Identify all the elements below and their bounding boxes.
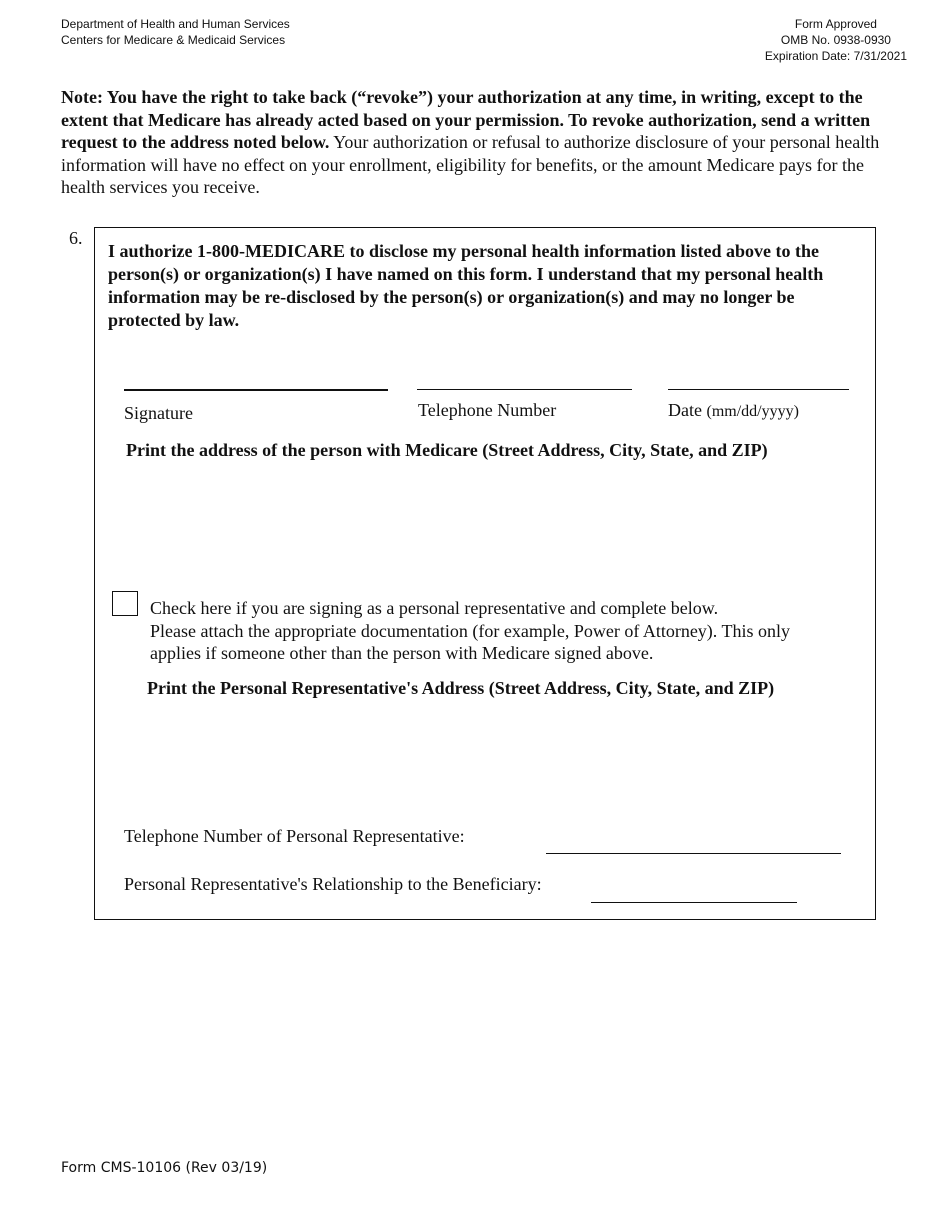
signature-line[interactable] <box>124 389 388 391</box>
telephone-line[interactable] <box>417 389 632 390</box>
omb-header <box>765 16 907 64</box>
beneficiary-address-heading: Print the address of the person with Medicare (Street Address, City, State, and ZIP) <box>126 440 768 460</box>
personal-representative-checkbox[interactable] <box>112 591 138 616</box>
rep-address-field[interactable] <box>124 708 849 813</box>
agency-line-cms: Centers for Medicare & Medicaid Services <box>61 33 286 47</box>
rep-instructions-line-2: Please attach the appropriate documentation (for example, Power of Attorney). This only <box>150 620 790 641</box>
rep-phone-line[interactable] <box>546 853 841 854</box>
expiration-date: Expiration Date: 7/31/2021 <box>764 49 907 63</box>
date-label-text: Date <box>668 400 702 420</box>
section-number: 6. <box>69 228 83 248</box>
rep-phone-label: Telephone Number of Personal Representative: <box>124 826 465 846</box>
date-line[interactable] <box>668 389 849 390</box>
signature-label: Signature <box>124 403 193 423</box>
rep-relationship-label: Personal Representative's Relationship to the Beneficiary: <box>124 874 542 894</box>
beneficiary-address-field[interactable] <box>124 470 849 580</box>
rep-instructions-line-1: Check here if you are signing as a personal representative and complete below. <box>150 598 719 618</box>
date-format-hint: (mm/dd/yyyy) <box>706 403 799 420</box>
note-bold-text: Note: You have the right to take back (“revoke”) your authorization at any time, in writing, except to the extent that Medicare has already acted based on your permission. To revoke authorization, send a written request to the address noted below. <box>61 87 871 152</box>
date-label <box>668 400 799 421</box>
form-id-footer: Form CMS-10106 (Rev 03/19) <box>61 1160 268 1176</box>
personal-representative-instructions <box>150 597 860 665</box>
revocation-note <box>61 86 891 199</box>
authorization-statement: I authorize 1-800-MEDICARE to disclose my personal health information listed above to the person(s) or organization(s) I have named on this form. I understand that my personal health information may be re-disclosed by the person(s) or organization(s) and may no longer be protected by law. <box>108 241 824 330</box>
note-plain-text: Your authorization or refusal to authorize disclosure of your personal health information will have no effect on your enrollment, eligibility for benefits, or the amount Medicare pays for the health services you receive. <box>61 132 880 197</box>
rep-address-heading: Print the Personal Representative's Address (Street Address, City, State, and ZIP) <box>147 678 775 698</box>
form-approved-text: Form Approved <box>794 17 877 31</box>
agency-line-hhs: Department of Health and Human Services <box>61 17 290 31</box>
rep-relationship-line[interactable] <box>591 902 797 903</box>
agency-header <box>61 16 290 48</box>
omb-number: OMB No. 0938-0930 <box>780 33 891 47</box>
rep-instructions-line-3: applies if someone other than the person with Medicare signed above. <box>150 643 654 663</box>
telephone-label: Telephone Number <box>418 400 557 420</box>
